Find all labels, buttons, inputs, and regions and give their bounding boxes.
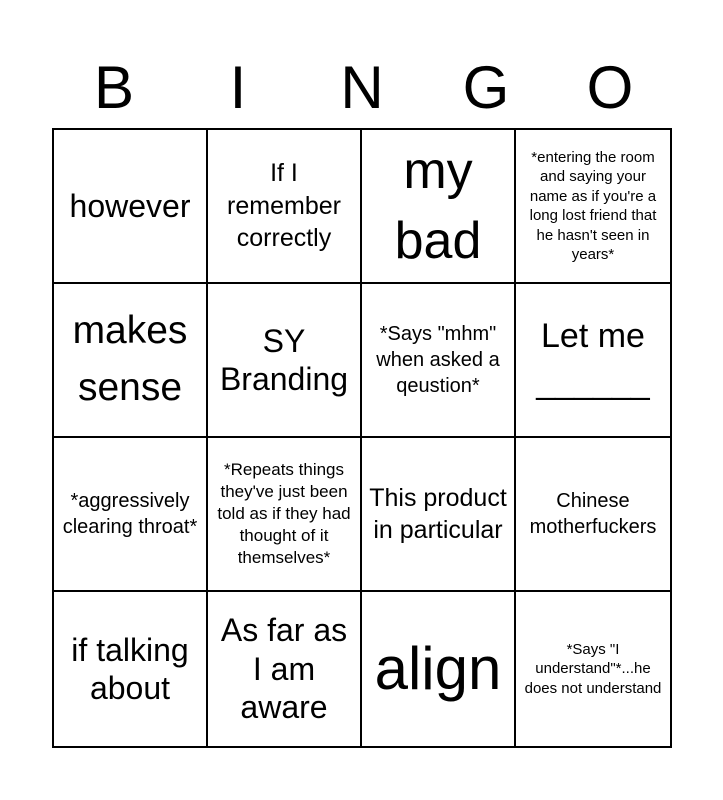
bingo-cell[interactable] bbox=[516, 130, 670, 284]
bingo-cell[interactable] bbox=[516, 438, 670, 592]
bingo-cell[interactable] bbox=[54, 438, 208, 592]
cell-text: *entering the room and saying your name as if you're a long lost friend that he hasn't seen in years* bbox=[529, 148, 657, 263]
bingo-cell[interactable] bbox=[208, 438, 362, 592]
header-letter-g: G bbox=[462, 54, 510, 121]
cell-text: however bbox=[69, 187, 191, 224]
bingo-board bbox=[52, 128, 672, 748]
cell-text: *Repeats things they've just been told as if they had thought of it themselves* bbox=[217, 459, 351, 568]
bingo-cell[interactable] bbox=[208, 284, 362, 438]
bingo-cell[interactable] bbox=[362, 130, 516, 284]
cell-text: If I remember correctly bbox=[227, 159, 341, 253]
bingo-cell[interactable] bbox=[362, 284, 516, 438]
bingo-cell[interactable] bbox=[208, 592, 362, 746]
header-letter-i: I bbox=[229, 54, 247, 121]
cell-text: align bbox=[374, 635, 502, 702]
cell-text: makes sense bbox=[72, 309, 188, 409]
bingo-cell[interactable] bbox=[516, 284, 670, 438]
cell-text: if talking about bbox=[71, 631, 189, 706]
header-letter-n: N bbox=[340, 54, 384, 121]
cell-text: *Says "mhm" when asked a qeustion* bbox=[376, 323, 500, 397]
cell-text: Let me ______ bbox=[536, 317, 650, 401]
bingo-cell[interactable] bbox=[54, 284, 208, 438]
cell-text: *Says "I understand"*...he does not understand bbox=[524, 640, 662, 697]
header-letter-o: O bbox=[586, 54, 634, 121]
bingo-header bbox=[52, 48, 672, 128]
cell-text: my bad bbox=[394, 141, 482, 270]
bingo-cell[interactable] bbox=[516, 592, 670, 746]
header-letter-b: B bbox=[93, 54, 135, 121]
bingo-cell[interactable] bbox=[54, 592, 208, 746]
cell-text: Chinese motherfuckers bbox=[529, 490, 657, 538]
bingo-cell[interactable] bbox=[362, 592, 516, 746]
cell-text: As far as I am aware bbox=[220, 612, 348, 726]
cell-text: This product in particular bbox=[369, 483, 507, 544]
bingo-cell[interactable] bbox=[362, 438, 516, 592]
bingo-cell[interactable] bbox=[54, 130, 208, 284]
cell-text: *aggressively clearing throat* bbox=[62, 490, 198, 538]
bingo-cell[interactable] bbox=[208, 130, 362, 284]
cell-text: SY Branding bbox=[219, 322, 349, 397]
